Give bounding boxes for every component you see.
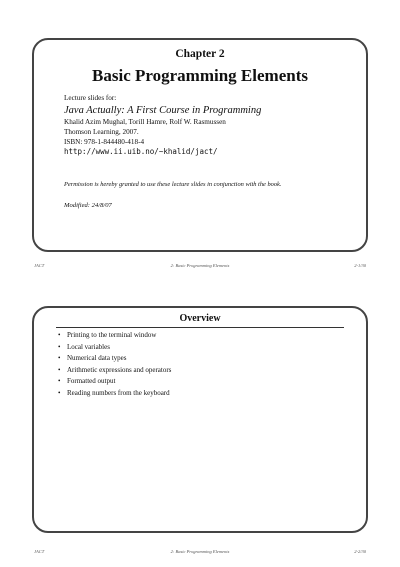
publisher: Thomson Learning, 2007.	[64, 128, 139, 136]
footer-page-number: 2-1/30	[354, 263, 366, 268]
overview-slide	[32, 306, 368, 533]
book-title: Java Actually: A First Course in Programming	[64, 105, 262, 116]
slide-title: Basic Programming Elements	[92, 66, 308, 85]
permission-note: Permission is hereby granted to use these lecture slides in conjunction with the book.	[64, 181, 282, 188]
slide-title: Overview	[179, 313, 221, 324]
footer-center: 2: Basic Programming Elements	[170, 549, 230, 554]
list-item: • Reading numbers from the keyboard	[58, 388, 171, 400]
modified-date: Modified: 24/8/07	[64, 202, 112, 209]
list-item: • Arithmetic expressions and operators	[58, 365, 171, 377]
lecture-label: Lecture slides for:	[64, 94, 117, 102]
footer-left: JACT	[34, 263, 45, 268]
title-slide	[32, 38, 368, 252]
list-item: • Formatted output	[58, 376, 171, 388]
list-item: • Numerical data types	[58, 353, 171, 365]
list-item: • Local variables	[58, 342, 171, 354]
book-info	[64, 93, 358, 157]
book-url[interactable]: http://www.ii.uib.no/~khalid/jact/	[64, 147, 218, 156]
footer-page-number: 2-2/30	[354, 549, 366, 554]
footer-center: 2: Basic Programming Elements	[170, 263, 230, 268]
authors: Khalid Azim Mughal, Torill Hamre, Rolf W. Rasmussen	[64, 118, 226, 126]
title-divider	[56, 327, 344, 328]
footer-left: JACT	[34, 549, 45, 554]
list-item: • Printing to the terminal window	[58, 330, 171, 342]
overview-list	[58, 330, 171, 399]
slide-footer	[34, 549, 366, 559]
slide-footer	[34, 263, 366, 273]
isbn: ISBN: 978-1-844480-418-4	[64, 138, 145, 146]
chapter-label: Chapter 2	[175, 48, 225, 60]
